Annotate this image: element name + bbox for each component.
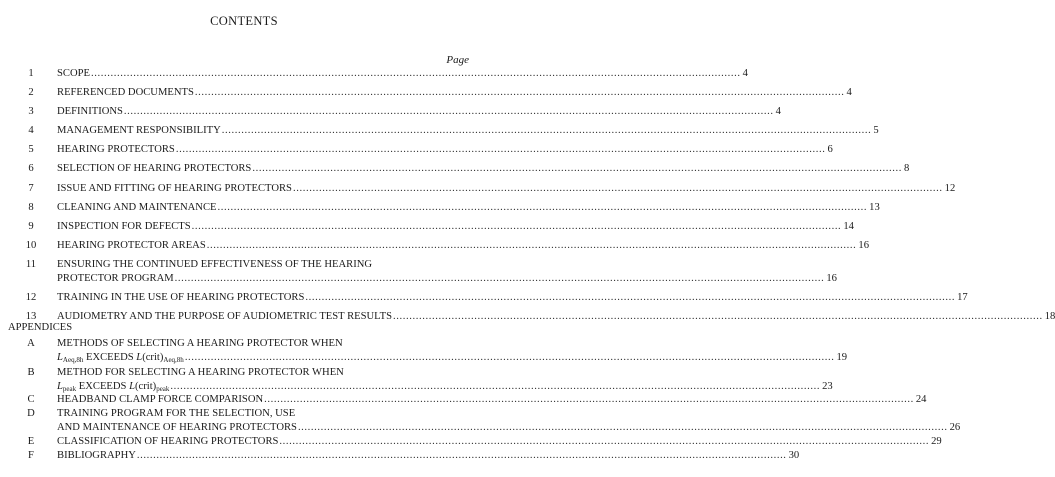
appendix-letter: B — [27, 367, 35, 378]
entry-title: TRAINING IN THE USE OF HEARING PROTECTORS — [57, 292, 305, 303]
leader-dots: ........................................................................................................................................................................................................ — [292, 183, 943, 194]
leader-dots: ........................................................................................................................................................................................................ — [170, 381, 821, 392]
page-column-header: Page — [446, 54, 469, 66]
toc-entry-1[interactable] — [0, 67, 748, 81]
appendix-title-line1: METHODS OF SELECTING A HEARING PROTECTOR WHEN — [57, 338, 343, 349]
toc-entry-4[interactable] — [0, 124, 879, 138]
entry-number: 4 — [28, 125, 34, 136]
toc-entry-6[interactable] — [0, 162, 910, 176]
leader-dots: ........................................................................................................................................................................................................ — [184, 352, 835, 363]
appendix-title: BIBLIOGRAPHY — [57, 450, 136, 461]
entry-number: 7 — [28, 183, 34, 194]
toc-entry-12[interactable] — [0, 291, 968, 305]
leader-dots: ........................................................................................................................................................................................................ — [174, 273, 825, 284]
toc-appendix-e[interactable] — [0, 435, 942, 449]
appendix-page: 19 — [836, 352, 848, 363]
leader-dots: ........................................................................................................................................................................................................ — [194, 87, 845, 98]
appendix-title-line2: $L_{peak}$ EXCEEDS $L(crit)_{peak}$ — [57, 381, 170, 393]
leader-dots: ........................................................................................................................................................................................................ — [90, 68, 741, 79]
leader-dots: ........................................................................................................................................................................................................ — [279, 436, 930, 447]
toc-appendix-a[interactable] — [0, 337, 848, 365]
appendix-page: 26 — [949, 422, 961, 433]
toc-appendix-f[interactable] — [0, 449, 800, 463]
appendix-title: HEADBAND CLAMP FORCE COMPARISON — [57, 394, 264, 405]
entry-page: 14 — [843, 221, 854, 232]
entry-page: 4 — [775, 106, 781, 117]
entry-page: 13 — [869, 202, 880, 213]
entry-title: AUDIOMETRY AND THE PURPOSE OF AUDIOMETRIC TEST RESULTS — [57, 311, 393, 322]
toc-entry-13[interactable] — [0, 310, 1055, 324]
appendix-page: 23 — [822, 381, 833, 392]
toc-entry-11[interactable] — [0, 258, 837, 286]
entry-title: PROTECTOR PROGRAM — [57, 273, 174, 284]
appendices-heading: APPENDICES — [8, 322, 73, 333]
entry-title: SELECTION OF HEARING PROTECTORS — [57, 163, 252, 174]
leader-dots: ........................................................................................................................................................................................................ — [175, 144, 826, 155]
toc-entry-8[interactable] — [0, 201, 880, 215]
toc-entry-7[interactable] — [0, 182, 956, 196]
entry-title: CLEANING AND MAINTENANCE — [57, 202, 217, 213]
appendix-title-line1: TRAINING PROGRAM FOR THE SELECTION, USE — [57, 408, 296, 419]
entry-number: 12 — [25, 292, 37, 303]
entry-number: 8 — [28, 202, 34, 213]
entry-page: 12 — [944, 183, 956, 194]
entry-page: 18 — [1044, 311, 1055, 322]
appendix-page: 29 — [931, 436, 942, 447]
entry-title: SCOPE — [57, 68, 90, 79]
entry-number: 13 — [25, 311, 37, 322]
toc-appendix-c[interactable] — [0, 393, 927, 407]
toc-entry-5[interactable] — [0, 143, 833, 157]
appendix-letter: C — [27, 394, 35, 405]
leader-dots: ........................................................................................................................................................................................................ — [252, 163, 903, 174]
entry-page: 16 — [858, 240, 870, 251]
appendix-page: 30 — [788, 450, 800, 461]
leader-dots: ........................................................................................................................................................................................................ — [297, 422, 948, 433]
toc-entry-2[interactable] — [0, 86, 852, 100]
leader-dots: ........................................................................................................................................................................................................ — [264, 394, 914, 405]
entry-page: 8 — [904, 163, 910, 174]
appendix-letter: A — [27, 338, 35, 349]
toc-entry-10[interactable] — [0, 239, 870, 253]
appendix-title-line2: $L_{Aeq,8h}$ EXCEEDS $L(crit)_{Aeq,8h}$ — [57, 352, 184, 364]
leader-dots: ........................................................................................................................................................................................................ — [221, 125, 872, 136]
leader-dots: ........................................................................................................................................................................................................ — [191, 221, 842, 232]
entry-page: 17 — [957, 292, 968, 303]
entry-title: HEARING PROTECTOR AREAS — [57, 240, 206, 251]
leader-dots: ........................................................................................................................................................................................................ — [305, 292, 956, 303]
entry-number: 1 — [28, 68, 34, 79]
leader-dots: ........................................................................................................................................................................................................ — [217, 202, 868, 213]
toc-entry-3[interactable] — [0, 105, 781, 119]
entry-title: INSPECTION FOR DEFECTS — [57, 221, 191, 232]
entry-title-line1: ENSURING THE CONTINUED EFFECTIVENESS OF THE HEARING — [57, 259, 373, 270]
entry-page: 5 — [873, 125, 879, 136]
appendix-title: AND MAINTENANCE OF HEARING PROTECTORS — [57, 422, 297, 433]
page-title: CONTENTS — [210, 14, 278, 28]
leader-dots: ........................................................................................................................................................................................................ — [206, 240, 857, 251]
entry-page: 6 — [827, 144, 833, 155]
appendix-letter: F — [28, 450, 34, 461]
appendix-title: CLASSIFICATION OF HEARING PROTECTORS — [57, 436, 279, 447]
entry-page: 4 — [742, 68, 748, 79]
leader-dots: ........................................................................................................................................................................................................ — [136, 450, 787, 461]
entry-number: 9 — [28, 221, 34, 232]
appendix-letter: D — [27, 408, 35, 419]
appendix-title-line1: METHOD FOR SELECTING A HEARING PROTECTOR WHEN — [57, 367, 344, 378]
toc-appendix-d[interactable] — [0, 407, 961, 435]
entry-title: HEARING PROTECTORS — [57, 144, 175, 155]
appendix-letter: E — [27, 436, 35, 447]
toc-appendix-b[interactable] — [0, 366, 833, 394]
toc-entry-9[interactable] — [0, 220, 854, 234]
entry-title: ISSUE AND FITTING OF HEARING PROTECTORS — [57, 183, 292, 194]
entry-title: DEFINITIONS — [57, 106, 123, 117]
entry-title: REFERENCED DOCUMENTS — [57, 87, 194, 98]
leader-dots: ........................................................................................................................................................................................................ — [393, 311, 1043, 322]
entry-number: 10 — [25, 240, 37, 251]
entry-page: 4 — [846, 87, 852, 98]
entry-number: 3 — [28, 106, 34, 117]
leader-dots: ........................................................................................................................................................................................................ — [123, 106, 774, 117]
entry-page: 16 — [826, 273, 837, 284]
entry-number: 6 — [28, 163, 34, 174]
entry-number: 5 — [28, 144, 34, 155]
entry-number: 11 — [25, 259, 37, 270]
appendix-page: 24 — [915, 394, 927, 405]
entry-number: 2 — [28, 87, 34, 98]
entry-title: MANAGEMENT RESPONSIBILITY — [57, 125, 221, 136]
